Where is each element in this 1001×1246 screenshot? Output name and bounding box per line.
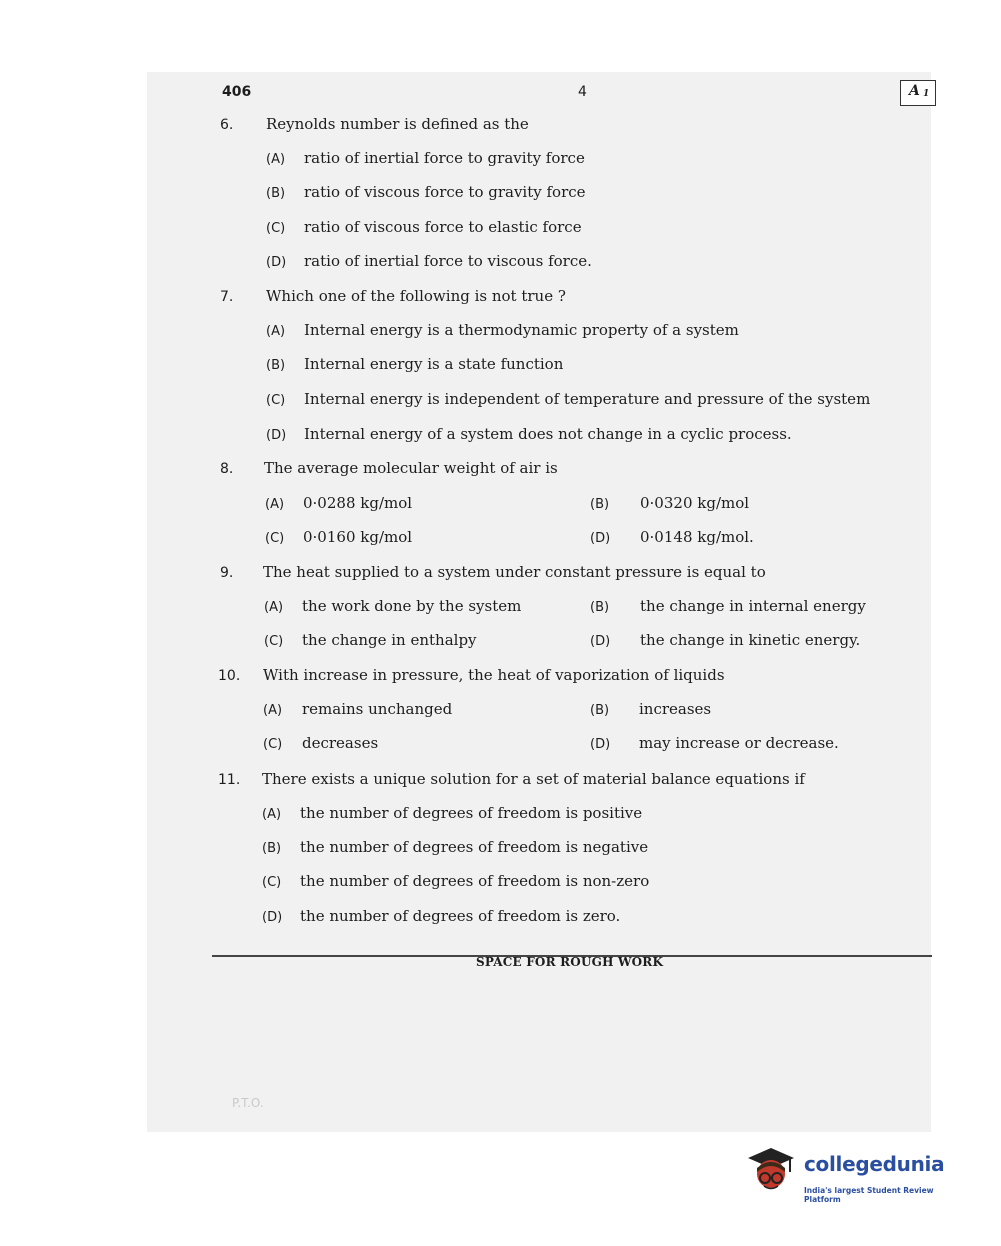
option-label: (B): [590, 703, 610, 718]
option-text: Internal energy is independent of temperature and pressure of the system: [304, 390, 871, 408]
mascot-icon: [742, 1146, 800, 1202]
option-label: (A): [266, 152, 286, 167]
brand-name: collegedunia: [804, 1152, 945, 1176]
option-label: (D): [266, 428, 287, 443]
booklet-suffix: 1: [923, 89, 930, 99]
option-label: (C): [266, 221, 286, 236]
page-number: 4: [578, 84, 587, 100]
option-label: (C): [265, 531, 285, 546]
option-text: the number of degrees of freedom is non-zero: [300, 872, 650, 890]
option-text: the change in internal energy: [640, 597, 866, 615]
option-text: remains unchanged: [302, 700, 453, 718]
option-label: (A): [265, 497, 285, 512]
option-label: (A): [262, 807, 282, 822]
option-text: 0·0160 kg/mol: [303, 528, 413, 546]
question-number: 8.: [220, 461, 234, 477]
option-text: 0·0288 kg/mol: [303, 494, 413, 512]
option-text: the number of degrees of freedom is negative: [300, 838, 649, 856]
option-text: decreases: [302, 734, 379, 752]
option-label: (B): [590, 497, 610, 512]
option-label: (B): [266, 186, 286, 201]
option-label: (B): [590, 600, 610, 615]
question-number: 7.: [220, 289, 234, 305]
collegedunia-logo: [742, 1146, 972, 1202]
option-label: (C): [263, 737, 283, 752]
option-label: (A): [266, 324, 286, 339]
option-label: (A): [263, 703, 283, 718]
option-text: ratio of inertial force to viscous force.: [304, 252, 592, 270]
option-label: (C): [262, 875, 282, 890]
option-text: the number of degrees of freedom is positive: [300, 804, 643, 822]
pto-mark: P.T.O.: [232, 1096, 264, 1110]
option-text: the work done by the system: [302, 597, 522, 615]
option-label: (B): [262, 841, 282, 856]
brand-tagline: India's largest Student Review Platform: [804, 1186, 934, 1204]
option-text: may increase or decrease.: [639, 734, 839, 752]
booklet-series-box: [900, 80, 936, 106]
question-text: The heat supplied to a system under constant pressure is equal to: [263, 563, 766, 581]
option-text: the change in enthalpy: [302, 631, 477, 649]
booklet-series: A: [909, 83, 920, 99]
option-label: (D): [590, 634, 611, 649]
option-text: 0·0148 kg/mol.: [640, 528, 754, 546]
option-label: (C): [266, 393, 286, 408]
option-label: (D): [590, 737, 611, 752]
option-label: (C): [264, 634, 284, 649]
option-text: 0·0320 kg/mol: [640, 494, 750, 512]
page-code: 406: [222, 84, 252, 100]
question-text: Reynolds number is defined as the: [266, 115, 529, 133]
option-text: increases: [639, 700, 712, 718]
option-label: (D): [262, 910, 283, 925]
option-text: Internal energy is a state function: [304, 355, 564, 373]
question-number: 9.: [220, 565, 234, 581]
option-text: ratio of viscous force to elastic force: [304, 218, 582, 236]
option-text: the change in kinetic energy.: [640, 631, 861, 649]
option-label: (D): [590, 531, 611, 546]
option-text: ratio of viscous force to gravity force: [304, 183, 586, 201]
question-number: 10.: [218, 668, 241, 684]
question-text: The average molecular weight of air is: [264, 459, 558, 477]
question-text: There exists a unique solution for a set of material balance equations if: [262, 770, 805, 788]
question-number: 11.: [218, 772, 241, 788]
option-label: (A): [264, 600, 284, 615]
rough-work-label: SPACE FOR ROUGH WORK: [476, 955, 664, 969]
option-text: the number of degrees of freedom is zero.: [300, 907, 621, 925]
option-text: ratio of inertial force to gravity force: [304, 149, 585, 167]
option-text: Internal energy of a system does not change in a cyclic process.: [304, 425, 792, 443]
option-label: (B): [266, 358, 286, 373]
question-number: 6.: [220, 117, 234, 133]
question-text: With increase in pressure, the heat of vaporization of liquids: [263, 666, 725, 684]
option-text: Internal energy is a thermodynamic property of a system: [304, 321, 739, 339]
question-text: Which one of the following is not true ?: [266, 287, 566, 305]
option-label: (D): [266, 255, 287, 270]
